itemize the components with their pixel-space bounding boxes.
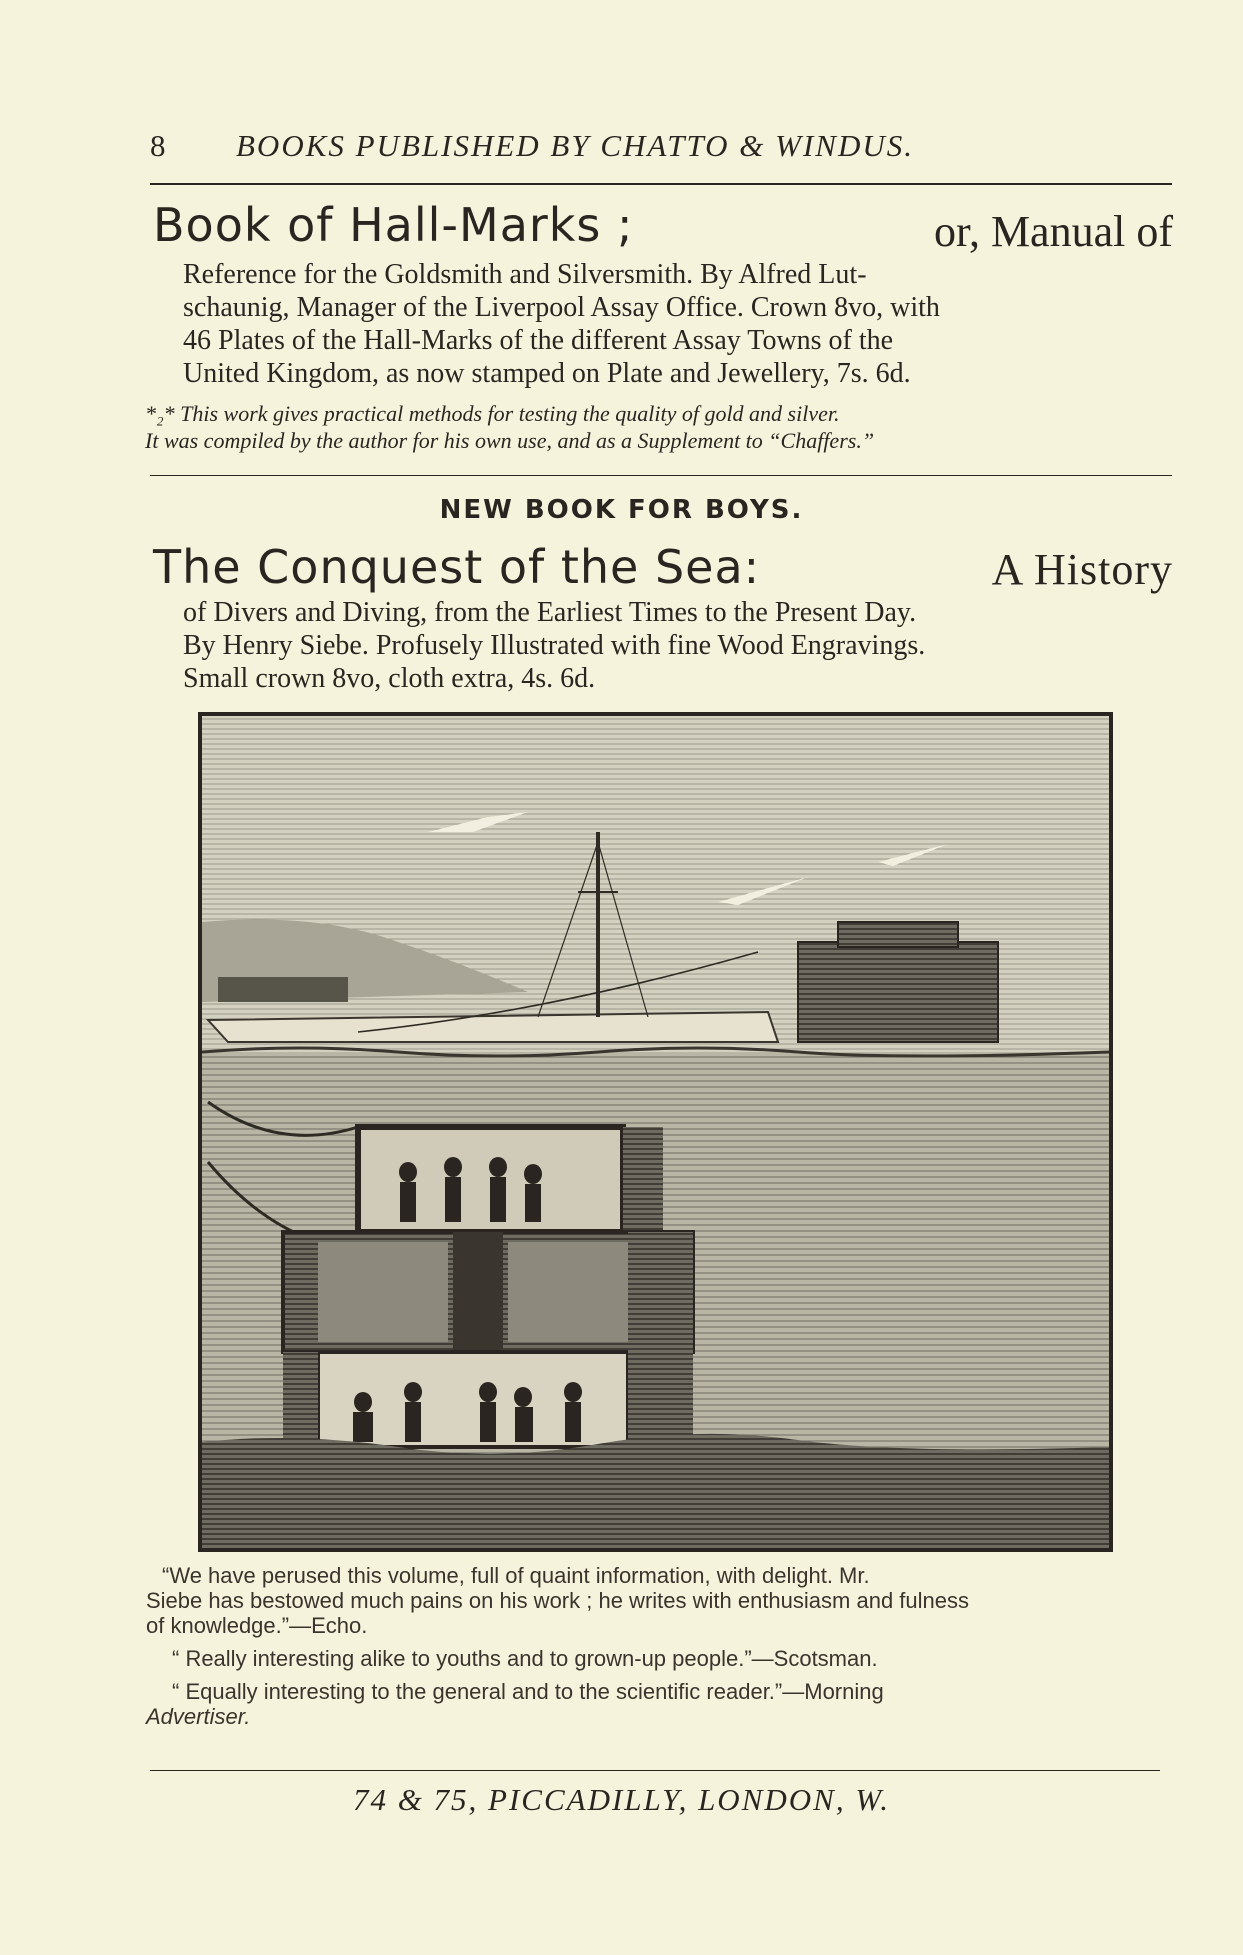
hallmarks-note-line: *₂* This work gives practical methods for testing the quality of gold and silver.	[145, 401, 840, 426]
review-line: of knowledge.”—Echo.	[146, 1613, 368, 1638]
conquest-title-main: The Conquest of the Sea:	[153, 540, 761, 594]
section-rule	[150, 475, 1172, 476]
caisson-tower	[798, 942, 998, 1042]
diving-engraving	[198, 712, 1113, 1552]
conquest-line: By Henry Siebe. Profusely Illustrated with fine Wood Engravings.	[183, 630, 926, 661]
conquest-line: Small crown 8vo, cloth extra, 4s. 6d.	[183, 663, 596, 694]
running-title: BOOKS PUBLISHED BY CHATTO & WINDUS.	[236, 128, 914, 163]
conquest-title-rest: A History	[991, 545, 1173, 594]
hallmarks-title	[153, 198, 1173, 256]
review-line: Siebe has bestowed much pains on his work ; he writes with enthusiasm and fulness	[146, 1588, 969, 1613]
footer-rule	[150, 1770, 1160, 1771]
review-line: “ Really interesting alike to youths and to grown-up people.”—Scotsman.	[172, 1646, 878, 1671]
hallmarks-title-rest: or, Manual of	[934, 207, 1173, 256]
page-number: 8	[150, 128, 167, 163]
hallmarks-line: United Kingdom, as now stamped on Plate and Jewellery, 7s. 6d.	[183, 358, 911, 389]
conquest-line: of Divers and Diving, from the Earliest Times to the Present Day.	[183, 597, 917, 628]
publisher-address	[0, 1782, 1243, 1818]
harbor-town	[218, 977, 348, 1002]
hallmarks-note-line: It was compiled by the author for his own use, and as a Supplement to “Chaffers.”	[145, 428, 875, 453]
running-header	[150, 128, 1170, 168]
hallmarks-note	[145, 400, 1175, 454]
hallmarks-description	[183, 258, 1173, 390]
hallmarks-line: schaunig, Manager of the Liverpool Assay Office. Crown 8vo, with	[183, 292, 940, 323]
address-text: 74 & 75, PICCADILLY, LONDON, W.	[352, 1782, 891, 1817]
hallmarks-line: 46 Plates of the Hall-Marks of the different Assay Towns of the	[183, 325, 894, 356]
conquest-description	[183, 596, 1173, 695]
conquest-title	[153, 540, 1173, 594]
review-line: “ Equally interesting to the general and to the scientific reader.”—Morning	[172, 1679, 884, 1704]
section-label: NEW BOOK FOR BOYS.	[439, 495, 804, 525]
header-rule	[150, 183, 1172, 185]
hallmarks-line: Reference for the Goldsmith and Silversmith. By Alfred Lut-	[183, 259, 867, 290]
review-line: Advertiser.	[146, 1704, 251, 1729]
review-line: “We have perused this volume, full of quaint information, with delight. Mr.	[162, 1563, 870, 1588]
hallmarks-title-main: Book of Hall-Marks ;	[153, 198, 634, 252]
sea-floor	[202, 1434, 1109, 1548]
reviews	[146, 1563, 1166, 1729]
